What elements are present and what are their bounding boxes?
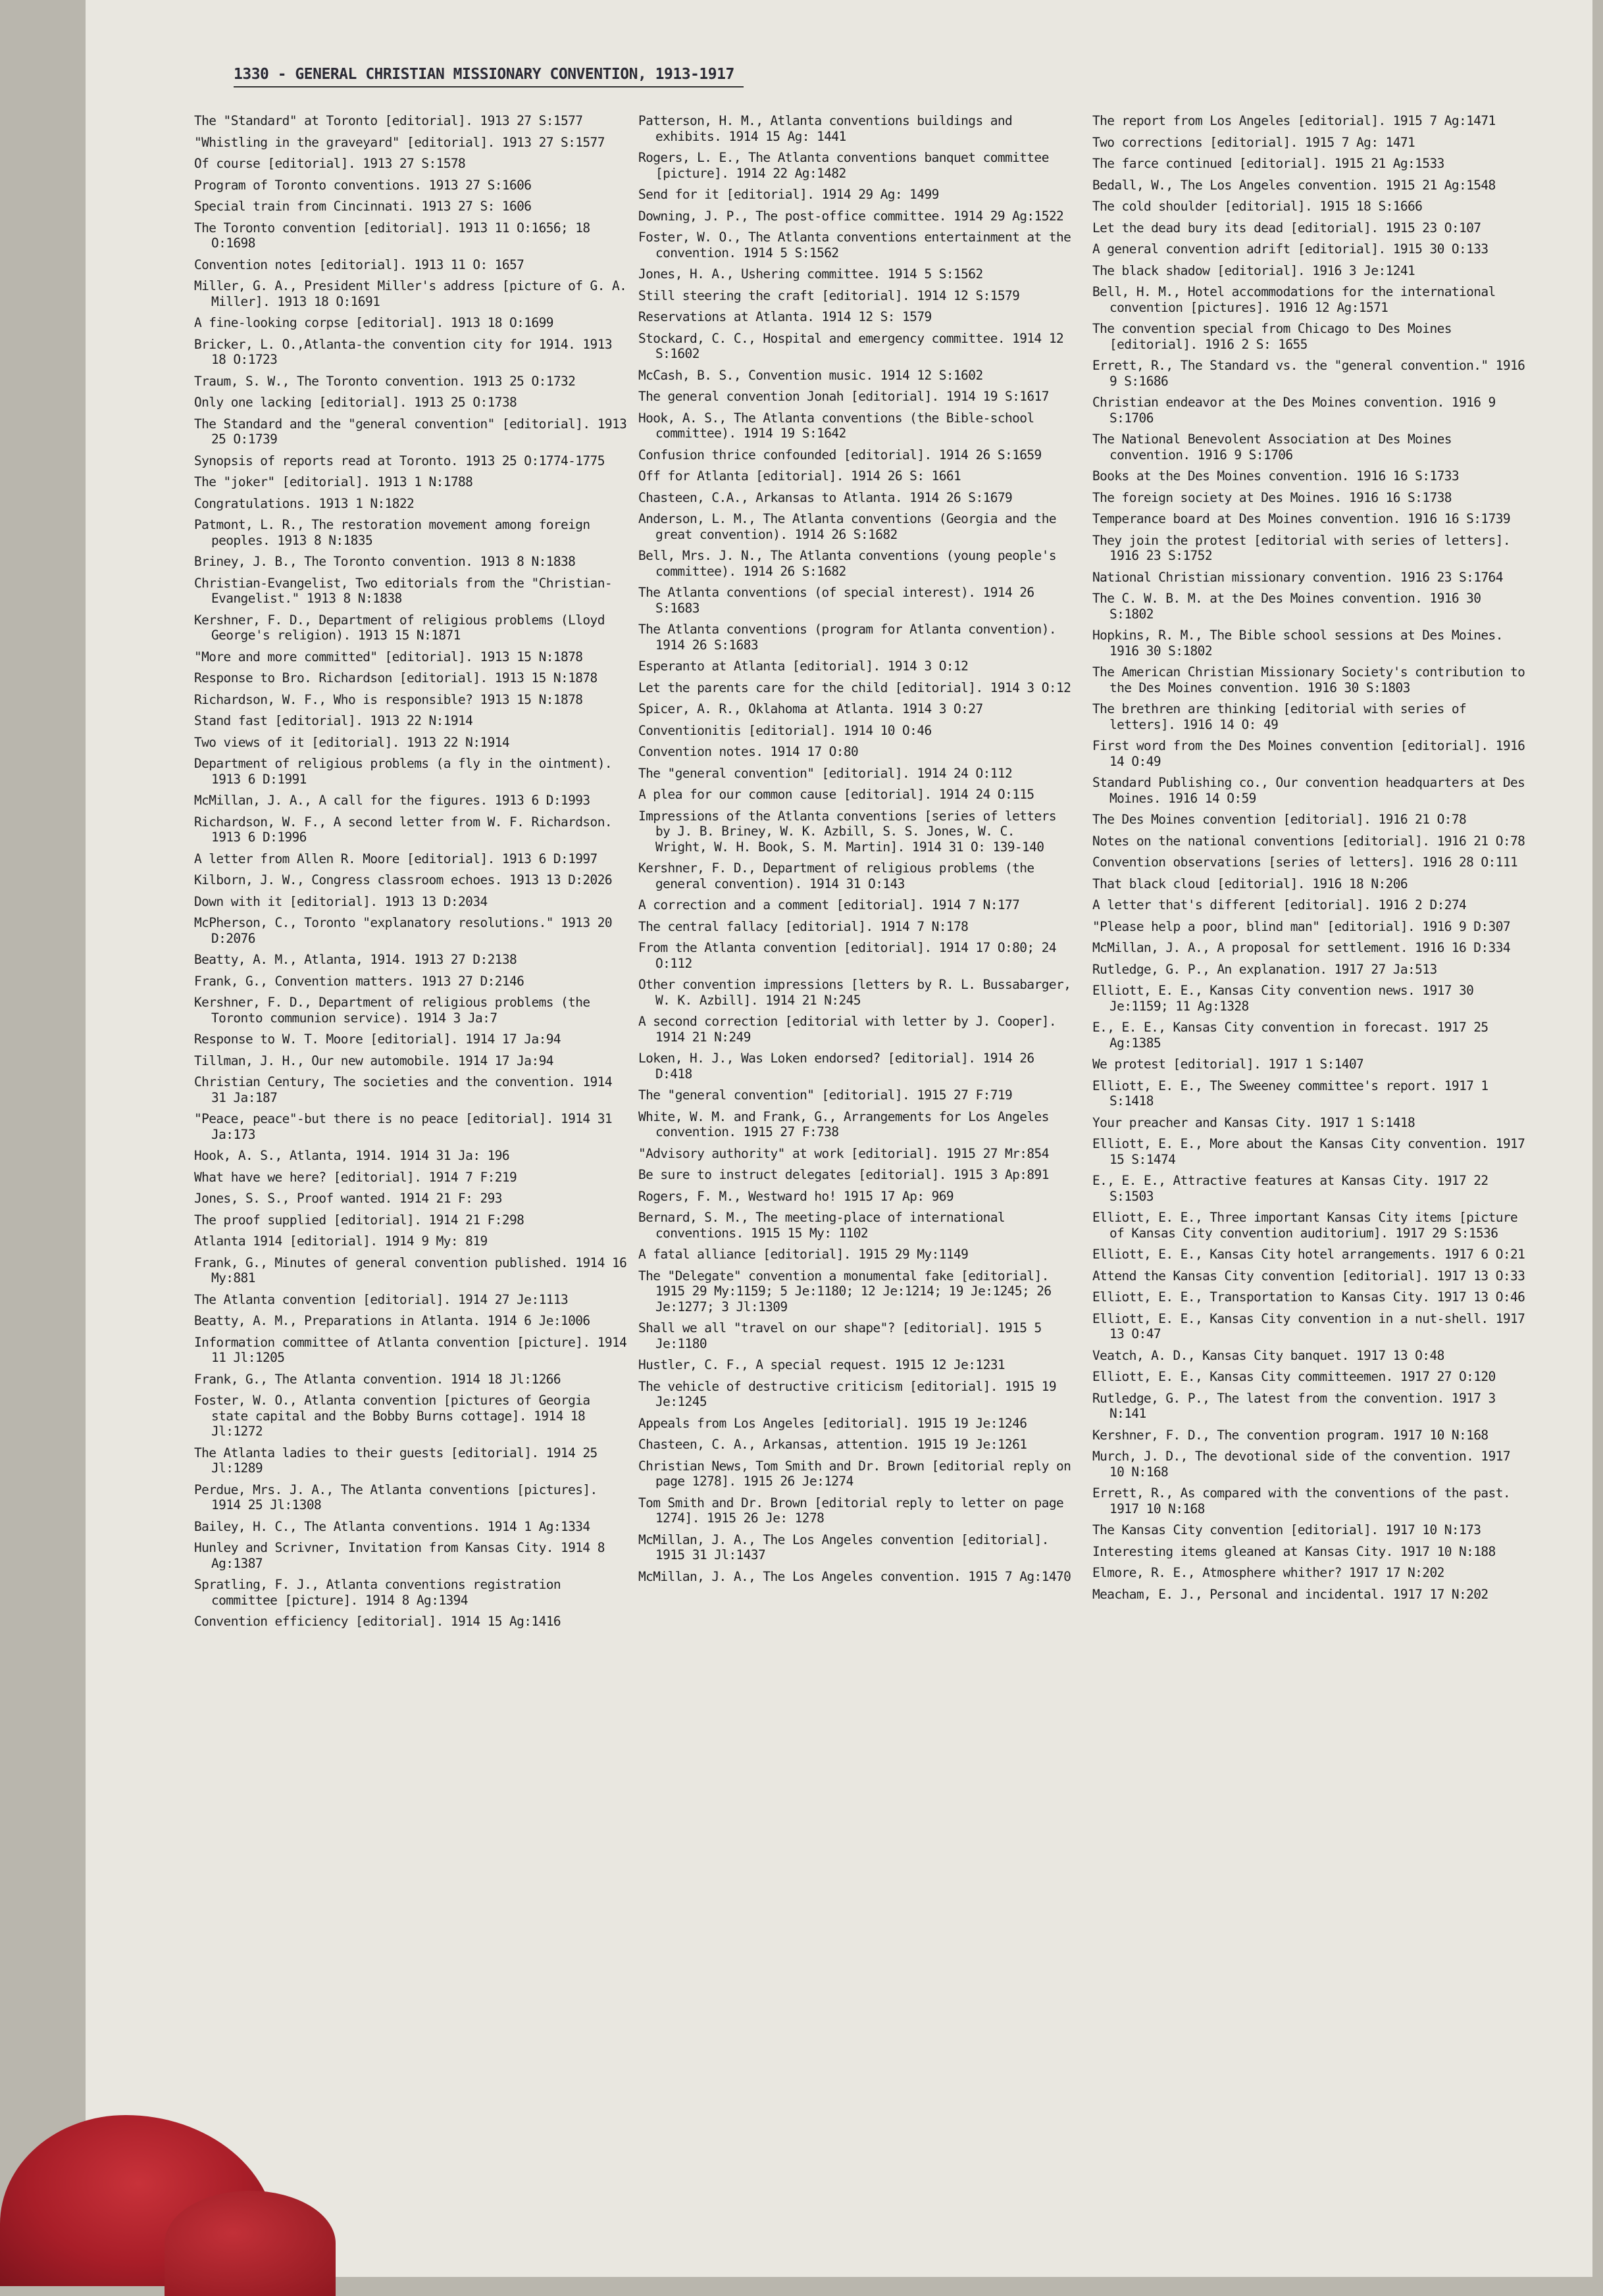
index-entry: Christian News, Tom Smith and Dr. Brown [editorial reply on page 1278]. 1915 26 Je:1274 <box>638 1458 1071 1489</box>
index-entry: National Christian missionary convention. 1916 23 S:1764 <box>1092 569 1503 585</box>
index-entry: Jones, H. A., Ushering committee. 1914 5 S:1562 <box>638 266 983 282</box>
index-entry: Hook, A. S., Atlanta, 1914. 1914 31 Ja: 196 <box>194 1148 510 1163</box>
index-entry: Errett, R., The Standard vs. the "general convention." 1916 9 S:1686 <box>1092 358 1525 389</box>
index-entry: The brethren are thinking [editorial with series of letters]. 1916 14 O: 49 <box>1092 701 1467 732</box>
index-entry: Bernard, S. M., The meeting-place of international conventions. 1915 15 My: 1102 <box>638 1210 1005 1241</box>
index-entry: Traum, S. W., The Toronto convention. 1913 25 O:1732 <box>194 373 576 389</box>
index-entry: The "general convention" [editorial]. 1914 24 O:112 <box>638 765 1013 781</box>
index-entry: Convention efficiency [editorial]. 1914 15 Ag:1416 <box>194 1614 561 1629</box>
index-entry: We protest [editorial]. 1917 1 S:1407 <box>1092 1057 1364 1072</box>
index-entry: First word from the Des Moines convention [editorial]. 1916 14 O:49 <box>1092 738 1525 769</box>
index-entry: Foster, W. O., The Atlanta conventions entertainment at the convention. 1914 5 S:1562 <box>638 230 1071 261</box>
index-entry: Two corrections [editorial]. 1915 7 Ag: 1471 <box>1092 134 1415 150</box>
index-entry: Two views of it [editorial]. 1913 22 N:1914 <box>194 734 510 750</box>
index-entry: Elliott, E. E., Kansas City hotel arrangements. 1917 6 O:21 <box>1092 1247 1525 1262</box>
index-entry: E., E. E., Attractive features at Kansas City. 1917 22 S:1503 <box>1092 1173 1488 1204</box>
index-entry: Elliott, E. E., Kansas City convention news. 1917 30 Je:1159; 11 Ag:1328 <box>1092 983 1474 1014</box>
index-entry: Books at the Des Moines convention. 1916 16 S:1733 <box>1092 468 1459 484</box>
index-entry: E., E. E., Kansas City convention in forecast. 1917 25 Ag:1385 <box>1092 1020 1488 1051</box>
index-entry: A letter from Allen R. Moore [editorial]. 1913 6 D:1997 <box>194 851 598 866</box>
index-entry: A general convention adrift [editorial]. 1915 30 O:133 <box>1092 241 1488 257</box>
index-entry: Jones, S. S., Proof wanted. 1914 21 F: 293 <box>194 1191 502 1206</box>
index-entry: Response to W. T. Moore [editorial]. 1914 17 Ja:94 <box>194 1032 561 1047</box>
index-entry: Kilborn, J. W., Congress classroom echoes. 1913 13 D:2026 <box>194 872 612 887</box>
index-entry: Tillman, J. H., Our new automobile. 1914 17 Ja:94 <box>194 1053 553 1068</box>
index-entry: Atlanta 1914 [editorial]. 1914 9 My: 819 <box>194 1234 488 1249</box>
index-entry: McCash, B. S., Convention music. 1914 12 S:1602 <box>638 367 983 383</box>
index-entry: Off for Atlanta [editorial]. 1914 26 S: 1661 <box>638 468 961 484</box>
index-entry: Congratulations. 1913 1 N:1822 <box>194 495 415 511</box>
index-entry: The Des Moines convention [editorial]. 1916 21 O:78 <box>1092 812 1467 827</box>
index-entry: Elliott, E. E., More about the Kansas City convention. 1917 15 S:1474 <box>1092 1136 1525 1167</box>
index-entry: The Standard and the "general convention" [editorial]. 1913 25 O:1739 <box>194 416 627 447</box>
index-entry: Kershner, F. D., Department of religious problems (the Toronto communion service). 1914 3 Ja:7 <box>194 995 590 1026</box>
index-entry: The "Delegate" convention a monumental fake [editorial]. 1915 29 My:1159; 5 Je:1180; 12 Je:1214; 19 Je:1245; 26 Je:1277; 3 Jl:1309 <box>638 1268 1052 1314</box>
index-entry: The cold shoulder [editorial]. 1915 18 S:1666 <box>1092 199 1423 214</box>
index-entry: Rogers, L. E., The Atlanta conventions banquet committee [picture]. 1914 22 Ag:1482 <box>638 150 1049 181</box>
index-entry: A fatal alliance [editorial]. 1915 29 My:1149 <box>638 1247 969 1262</box>
header-underline <box>234 86 744 87</box>
index-entry: Of course [editorial]. 1913 27 S:1578 <box>194 156 466 171</box>
index-entry: What have we here? [editorial]. 1914 7 F:219 <box>194 1169 517 1185</box>
index-entry: Elliott, E. E., Transportation to Kansas City. 1917 13 O:46 <box>1092 1289 1525 1305</box>
index-entry: Patmont, L. R., The restoration movement among foreign peoples. 1913 8 N:1835 <box>194 517 590 548</box>
index-entry: Frank, G., Minutes of general convention published. 1914 16 My:881 <box>194 1255 627 1285</box>
index-entry: Rutledge, G. P., The latest from the convention. 1917 3 N:141 <box>1092 1390 1496 1421</box>
index-entry: The Atlanta conventions (program for Atlanta convention). 1914 26 S:1683 <box>638 622 1056 653</box>
index-entry: Synopsis of reports read at Toronto. 1913 25 O:1774-1775 <box>194 453 605 468</box>
index-entry: The Kansas City convention [editorial]. 1917 10 N:173 <box>1092 1522 1481 1537</box>
index-entry: Loken, H. J., Was Loken endorsed? [editorial]. 1914 26 D:418 <box>638 1051 1034 1082</box>
index-entry: Be sure to instruct delegates [editorial]. 1915 3 Ap:891 <box>638 1167 1049 1182</box>
index-entry: Bell, Mrs. J. N., The Atlanta conventions (young people's committee). 1914 26 S:1682 <box>638 548 1056 579</box>
index-entry: Beatty, A. M., Atlanta, 1914. 1913 27 D:2138 <box>194 952 517 967</box>
index-entry: Esperanto at Atlanta [editorial]. 1914 3 O:12 <box>638 659 969 674</box>
index-entry: Errett, R., As compared with the conventions of the past. 1917 10 N:168 <box>1092 1485 1510 1516</box>
index-entry: Kershner, F. D., Department of religious problems (Lloyd George's religion). 1913 15 N:1871 <box>194 612 605 643</box>
index-entry: Send for it [editorial]. 1914 29 Ag: 1499 <box>638 187 939 202</box>
index-entry: The National Benevolent Association at Des Moines convention. 1916 9 S:1706 <box>1092 432 1452 462</box>
index-entry: Elliott, E. E., Three important Kansas City items [picture of Kansas City convention auditorium]. 1917 29 S:1536 <box>1092 1210 1518 1241</box>
index-entry: Downing, J. P., The post-office committee. 1914 29 Ag:1522 <box>638 208 1064 224</box>
index-entry: The C. W. B. M. at the Des Moines convention. 1916 30 S:1802 <box>1092 591 1481 622</box>
index-entry: Elmore, R. E., Atmosphere whither? 1917 17 N:202 <box>1092 1565 1444 1580</box>
index-entry: Let the parents care for the child [editorial]. 1914 3 O:12 <box>638 680 1071 695</box>
index-entry: Kershner, F. D., Department of religious problems (the general convention). 1914 31 O:143 <box>638 861 1034 891</box>
index-entry: Anderson, L. M., The Atlanta conventions (Georgia and the great convention). 1914 26 S:1682 <box>638 511 1056 542</box>
index-entry: The Atlanta conventions (of special interest). 1914 26 S:1683 <box>638 585 1034 616</box>
index-entry: Convention notes [editorial]. 1913 11 O: 1657 <box>194 257 524 272</box>
index-column-1 <box>194 113 628 1635</box>
index-entry: The "general convention" [editorial]. 1915 27 F:719 <box>638 1087 1013 1103</box>
index-entry: McMillan, J. A., A call for the figures. 1913 6 D:1993 <box>194 793 590 808</box>
index-entry: Hunley and Scrivner, Invitation from Kansas City. 1914 8 Ag:1387 <box>194 1540 605 1571</box>
index-entry: Hustler, C. F., A special request. 1915 12 Je:1231 <box>638 1357 1005 1372</box>
index-entry: Veatch, A. D., Kansas City banquet. 1917 13 O:48 <box>1092 1347 1444 1363</box>
index-entry: Your preacher and Kansas City. 1917 1 S:1418 <box>1092 1114 1415 1130</box>
index-entry: The general convention Jonah [editorial]. 1914 19 S:1617 <box>638 389 1049 404</box>
index-entry: Bailey, H. C., The Atlanta conventions. 1914 1 Ag:1334 <box>194 1518 590 1534</box>
index-entry: White, W. M. and Frank, G., Arrangements for Los Angeles convention. 1915 27 F:738 <box>638 1109 1049 1139</box>
index-entry: From the Atlanta convention [editorial]. 1914 17 O:80; 24 O:112 <box>638 940 1056 971</box>
index-entry: Confusion thrice confounded [editorial]. 1914 26 S:1659 <box>638 447 1042 462</box>
index-entry: Frank, G., Convention matters. 1913 27 D:2146 <box>194 973 524 989</box>
finger-image-secondary <box>165 2191 336 2296</box>
index-entry: The "Standard" at Toronto [editorial]. 1913 27 S:1577 <box>194 113 583 128</box>
index-entry: The vehicle of destructive criticism [editorial]. 1915 19 Je:1245 <box>638 1378 1056 1409</box>
index-entry: Standard Publishing co., Our convention headquarters at Des Moines. 1916 14 O:59 <box>1092 775 1525 806</box>
index-entry: Hook, A. S., The Atlanta conventions (the Bible-school committee). 1914 19 S:1642 <box>638 410 1034 441</box>
index-entry: The farce continued [editorial]. 1915 21 Ag:1533 <box>1092 156 1444 171</box>
index-entry: The report from Los Angeles [editorial]. 1915 7 Ag:1471 <box>1092 113 1496 128</box>
index-entry: Temperance board at Des Moines convention. 1916 16 S:1739 <box>1092 511 1510 526</box>
index-entry: The foreign society at Des Moines. 1916 16 S:1738 <box>1092 489 1452 505</box>
index-entry: Rutledge, G. P., An explanation. 1917 27 Ja:513 <box>1092 961 1437 977</box>
index-entry: Appeals from Los Angeles [editorial]. 1915 19 Je:1246 <box>638 1415 1027 1431</box>
index-entry: A plea for our common cause [editorial]. 1914 24 O:115 <box>638 787 1034 802</box>
index-entry: Foster, W. O., Atlanta convention [pictures of Georgia state capital and the Bobby Burns cottage]. 1914 18 Jl:1272 <box>194 1393 590 1439</box>
index-entry: Beatty, A. M., Preparations in Atlanta. 1914 6 Je:1006 <box>194 1313 590 1328</box>
index-entry: The convention special from Chicago to Des Moines [editorial]. 1916 2 S: 1655 <box>1092 321 1452 352</box>
index-entry: McMillan, J. A., The Los Angeles convention [editorial]. 1915 31 Jl:1437 <box>638 1532 1049 1562</box>
index-entry: Richardson, W. F., Who is responsible? 1913 15 N:1878 <box>194 691 583 707</box>
index-column-2 <box>638 113 1073 1590</box>
index-entry: Frank, G., The Atlanta convention. 1914 18 Jl:1266 <box>194 1371 561 1387</box>
index-entry: A letter that's different [editorial]. 1916 2 D:274 <box>1092 897 1467 912</box>
index-entry: Attend the Kansas City convention [editorial]. 1917 13 O:33 <box>1092 1268 1525 1284</box>
index-entry: McMillan, J. A., The Los Angeles convention. 1915 7 Ag:1470 <box>638 1568 1071 1584</box>
index-entry: "More and more committed" [editorial]. 1913 15 N:1878 <box>194 649 583 664</box>
page-header: 1330 - GENERAL CHRISTIAN MISSIONARY CONVENTION, 1913-1917 <box>234 66 734 83</box>
index-entry: The Atlanta ladies to their guests [editorial]. 1914 25 Jl:1289 <box>194 1445 598 1476</box>
index-entry: Spicer, A. R., Oklahoma at Atlanta. 1914 3 O:27 <box>638 701 983 716</box>
index-entry: Meacham, E. J., Personal and incidental. 1917 17 N:202 <box>1092 1586 1488 1602</box>
index-entry: McMillan, J. A., A proposal for settlement. 1916 16 D:334 <box>1092 940 1510 955</box>
index-entry: "Advisory authority" at work [editorial]. 1915 27 Mr:854 <box>638 1145 1049 1161</box>
index-entry: Department of religious problems (a fly in the ointment). 1913 6 D:1991 <box>194 756 612 787</box>
index-entry: "Whistling in the graveyard" [editorial]. 1913 27 S:1577 <box>194 134 605 150</box>
index-entry: Special train from Cincinnati. 1913 27 S: 1606 <box>194 199 532 214</box>
index-entry: Response to Bro. Richardson [editorial]. 1913 15 N:1878 <box>194 670 598 686</box>
index-entry: Bedall, W., The Los Angeles convention. 1915 21 Ag:1548 <box>1092 177 1496 193</box>
index-entry: They join the protest [editorial with series of letters]. 1916 23 S:1752 <box>1092 532 1510 563</box>
index-entry: Information committee of Atlanta convention [picture]. 1914 11 Jl:1205 <box>194 1334 627 1365</box>
index-entry: Christian-Evangelist, Two editorials from the "Christian-Evangelist." 1913 8 N:1838 <box>194 575 612 606</box>
index-entry: Reservations at Atlanta. 1914 12 S: 1579 <box>638 309 932 324</box>
index-entry: The black shadow [editorial]. 1916 3 Je:1241 <box>1092 262 1415 278</box>
index-entry: Rogers, F. M., Westward ho! 1915 17 Ap: 969 <box>638 1188 954 1204</box>
index-entry: Conventionitis [editorial]. 1914 10 O:46 <box>638 722 932 738</box>
index-entry: Briney, J. B., The Toronto convention. 1913 8 N:1838 <box>194 554 576 569</box>
index-entry: Spratling, F. J., Atlanta conventions registration committee [picture]. 1914 8 Ag:1394 <box>194 1577 561 1608</box>
index-entry: Program of Toronto conventions. 1913 27 S:1606 <box>194 177 532 193</box>
index-entry: Bricker, L. O.,Atlanta-the convention city for 1914. 1913 18 O:1723 <box>194 336 612 367</box>
index-entry: Hopkins, R. M., The Bible school sessions at Des Moines. 1916 30 S:1802 <box>1092 628 1503 659</box>
index-entry: Miller, G. A., President Miller's address [picture of G. A. Miller]. 1913 18 O:1691 <box>194 278 627 309</box>
document-page <box>86 0 1592 2277</box>
index-entry: A correction and a comment [editorial]. 1914 7 N:177 <box>638 897 1020 912</box>
index-entry: Still steering the craft [editorial]. 1914 12 S:1579 <box>638 287 1020 303</box>
index-entry: Richardson, W. F., A second letter from W. F. Richardson. 1913 6 D:1996 <box>194 814 612 845</box>
index-entry: The "joker" [editorial]. 1913 1 N:1788 <box>194 474 473 489</box>
index-entry: Stockard, C. C., Hospital and emergency committee. 1914 12 S:1602 <box>638 330 1064 361</box>
index-entry: McPherson, C., Toronto "explanatory resolutions." 1913 20 D:2076 <box>194 915 612 946</box>
index-entry: Chasteen, C.A., Arkansas to Atlanta. 1914 26 S:1679 <box>638 489 1013 505</box>
index-entry: That black cloud [editorial]. 1916 18 N:206 <box>1092 876 1408 891</box>
index-entry: The American Christian Missionary Society's contribution to the Des Moines convention. 1916 30 S:1803 <box>1092 664 1525 695</box>
index-entry: Kershner, F. D., The convention program. 1917 10 N:168 <box>1092 1427 1488 1443</box>
index-entry: Bell, H. M., Hotel accommodations for the international convention [pictures]. 1916 12 Ag:1571 <box>1092 284 1496 315</box>
index-entry: Let the dead bury its dead [editorial]. 1915 23 O:107 <box>1092 220 1481 236</box>
index-entry: Murch, J. D., The devotional side of the convention. 1917 10 N:168 <box>1092 1449 1510 1480</box>
index-entry: Stand fast [editorial]. 1913 22 N:1914 <box>194 713 473 728</box>
index-entry: A fine-looking corpse [editorial]. 1913 18 O:1699 <box>194 315 553 330</box>
index-entry: The central fallacy [editorial]. 1914 7 N:178 <box>638 918 969 934</box>
index-entry: Other convention impressions [letters by R. L. Bussabarger, W. K. Azbill]. 1914 21 N:245 <box>638 977 1071 1008</box>
index-entry: The proof supplied [editorial]. 1914 21 F:298 <box>194 1212 524 1228</box>
index-entry: Only one lacking [editorial]. 1913 25 O:1738 <box>194 395 517 410</box>
index-entry: The Atlanta convention [editorial]. 1914 27 Je:1113 <box>194 1291 569 1307</box>
index-entry: Christian endeavor at the Des Moines convention. 1916 9 S:1706 <box>1092 395 1496 426</box>
index-entry: Shall we all "travel on our shape"? [editorial]. 1915 5 Je:1180 <box>638 1320 1042 1351</box>
index-entry: Elliott, E. E., Kansas City convention in a nut-shell. 1917 13 O:47 <box>1092 1310 1525 1341</box>
index-entry: Convention observations [series of letters]. 1916 28 O:111 <box>1092 855 1518 870</box>
index-entry: Perdue, Mrs. J. A., The Atlanta conventions [pictures]. 1914 25 Jl:1308 <box>194 1482 598 1512</box>
index-entry: "Peace, peace"-but there is no peace [editorial]. 1914 31 Ja:173 <box>194 1111 612 1142</box>
index-entry: Chasteen, C. A., Arkansas, attention. 1915 19 Je:1261 <box>638 1437 1027 1452</box>
index-entry: "Please help a poor, blind man" [editorial]. 1916 9 D:307 <box>1092 918 1510 934</box>
index-entry: Notes on the national conventions [editorial]. 1916 21 O:78 <box>1092 833 1525 849</box>
index-entry: Elliott, E. E., Kansas City committeemen. 1917 27 O:120 <box>1092 1369 1496 1384</box>
index-entry: Patterson, H. M., Atlanta conventions buildings and exhibits. 1914 15 Ag: 1441 <box>638 113 1013 144</box>
index-entry: Christian Century, The societies and the convention. 1914 31 Ja:187 <box>194 1074 612 1105</box>
index-entry: A second correction [editorial with letter by J. Cooper]. 1914 21 N:249 <box>638 1014 1056 1045</box>
index-column-3 <box>1092 113 1527 1608</box>
index-entry: Down with it [editorial]. 1913 13 D:2034 <box>194 893 488 909</box>
index-entry: Elliott, E. E., The Sweeney committee's report. 1917 1 S:1418 <box>1092 1078 1488 1109</box>
index-entry: Convention notes. 1914 17 O:80 <box>638 744 859 759</box>
index-entry: The Toronto convention [editorial]. 1913 11 O:1656; 18 O:1698 <box>194 220 590 251</box>
index-entry: Impressions of the Atlanta conventions [series of letters by J. B. Briney, W. K. Azbill, S. S. Jones, W. C. Wright, W. H. Book, S. M. Martin]. 1914 31 O: 139-140 <box>638 808 1056 855</box>
index-entry: Interesting items gleaned at Kansas City. 1917 10 N:188 <box>1092 1543 1496 1559</box>
index-entry: Tom Smith and Dr. Brown [editorial reply to letter on page 1274]. 1915 26 Je: 1278 <box>638 1495 1064 1526</box>
